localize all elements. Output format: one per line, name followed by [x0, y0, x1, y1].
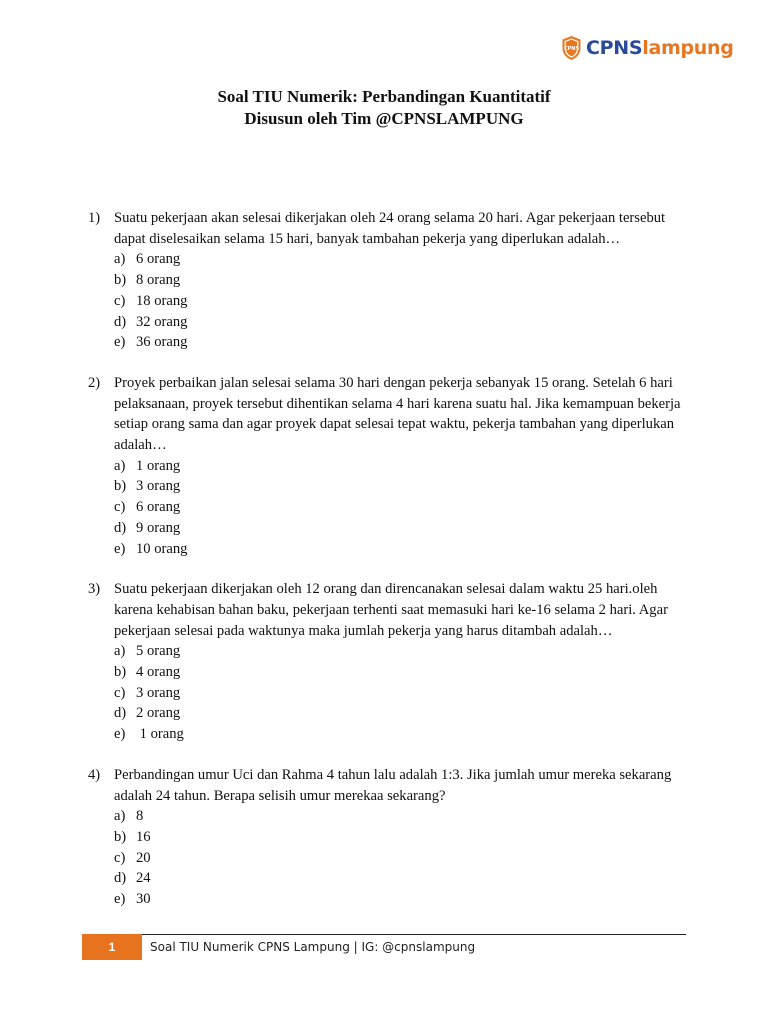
- option-e: [114, 724, 688, 745]
- option-text: 10 orang: [136, 540, 188, 557]
- option-list: [114, 249, 688, 353]
- option-d: [114, 518, 688, 539]
- option-letter: b): [114, 478, 127, 495]
- question-3: [88, 579, 688, 745]
- question-number: 2): [88, 374, 101, 391]
- page-number-badge: 1: [82, 934, 142, 960]
- option-text: 9 orang: [136, 519, 181, 536]
- option-list: [114, 641, 688, 745]
- question-number: 1): [88, 210, 101, 226]
- option-letter: c): [114, 292, 126, 309]
- option-letter: a): [114, 808, 126, 825]
- option-text: 3 orang: [136, 684, 181, 701]
- option-b: [114, 827, 688, 848]
- question-1: [88, 208, 688, 353]
- option-c: [114, 848, 688, 869]
- option-letter: b): [114, 828, 127, 845]
- option-list: [114, 806, 688, 910]
- option-letter: d): [114, 870, 127, 887]
- option-letter: a): [114, 643, 126, 660]
- option-text: 16: [136, 828, 151, 845]
- option-letter: d): [114, 705, 127, 722]
- option-text: 1 orang: [136, 726, 184, 743]
- question-body: [114, 765, 688, 910]
- option-letter: b): [114, 272, 127, 289]
- option-letter: e): [114, 540, 126, 557]
- brand-wordmark-cpns: CPNS: [586, 36, 643, 59]
- badge-label: CPNS: [563, 46, 580, 52]
- option-text: 3 orang: [136, 478, 181, 495]
- option-letter: c): [114, 684, 126, 701]
- footer-text: Soal TIU Numerik CPNS Lampung | IG: @cpnslampung: [150, 940, 476, 954]
- option-d: [114, 703, 688, 724]
- question-body: [114, 208, 688, 353]
- option-e: [114, 539, 688, 560]
- option-a: [114, 456, 688, 477]
- question-4: [88, 765, 688, 910]
- option-e: [114, 889, 688, 910]
- option-a: [114, 641, 688, 662]
- question-text: Suatu pekerjaan dikerjakan oleh 12 orang dan direncanakan selesai dalam waktu 25 hari.oleh karena kehabisan bahan baku, pekerjaan terhenti saat memasuki hari ke-16 selama 2 hari. Agar pekerjaan selesai pada waktunya maka jumlah pekerja yang harus ditambah adalah…: [114, 581, 668, 639]
- question-text: Perbandingan umur Uci dan Rahma 4 tahun lalu adalah 1:3. Jika jumlah umur mereka sekarang adalah 24 tahun. Berapa selisih umur merekaa sekarang?: [114, 766, 672, 804]
- page-footer: [82, 934, 686, 960]
- option-text: 8: [136, 808, 144, 825]
- option-letter: d): [114, 519, 127, 536]
- option-letter: e): [114, 891, 126, 908]
- option-letter: e): [114, 726, 126, 743]
- option-text: 36 orang: [136, 334, 188, 351]
- option-text: 5 orang: [136, 643, 181, 660]
- question-body: [114, 579, 688, 745]
- question-number: 3): [88, 581, 101, 598]
- option-list: [114, 456, 688, 560]
- option-text: 2 orang: [136, 705, 181, 722]
- option-b: [114, 476, 688, 497]
- option-e: [114, 332, 688, 353]
- option-text: 32 orang: [136, 313, 188, 330]
- option-text: 6 orang: [136, 251, 181, 268]
- question-body: [114, 373, 688, 559]
- option-text: 8 orang: [136, 272, 181, 289]
- option-letter: b): [114, 664, 127, 681]
- brand-wordmark-lampung: lampung: [642, 36, 734, 59]
- option-c: [114, 683, 688, 704]
- option-text: 30: [136, 891, 151, 908]
- option-c: [114, 497, 688, 518]
- option-letter: c): [114, 849, 126, 866]
- question-number: 4): [88, 766, 101, 783]
- question-text: Proyek perbaikan jalan selesai selama 30 hari dengan pekerja sebanyak 15 orang. Setelah 6 hari pelaksanaan, proyek tersebut dihentikan selama 4 hari karena suatu hal. Jika kemampuan bekerja setiap orang sama dan agar proyek dapat selesai tepat waktu, pekerja tambahan yang diperlukan adalah…: [114, 374, 681, 454]
- option-a: [114, 806, 688, 827]
- option-letter: a): [114, 251, 126, 268]
- document-subtitle: Disusun oleh Tim @CPNSLAMPUNG: [244, 109, 524, 128]
- shield-badge-icon: [561, 35, 582, 61]
- option-c: [114, 291, 688, 312]
- option-text: 20: [136, 849, 151, 866]
- option-text: 4 orang: [136, 664, 181, 681]
- option-text: 1 orang: [136, 457, 181, 474]
- option-a: [114, 249, 688, 270]
- brand-wordmark: [586, 36, 734, 59]
- option-b: [114, 662, 688, 683]
- option-text: 24: [136, 870, 151, 887]
- option-letter: c): [114, 499, 126, 516]
- option-d: [114, 312, 688, 333]
- option-letter: a): [114, 457, 126, 474]
- option-letter: e): [114, 334, 126, 351]
- question-list: [88, 208, 688, 930]
- question-2: [88, 373, 688, 559]
- question-text: Suatu pekerjaan akan selesai dikerjakan oleh 24 orang selama 20 hari. Agar pekerjaan tersebut dapat diselesaikan selama 15 hari, banyak tambahan pekerja yang diperlukan adalah…: [114, 210, 666, 247]
- option-text: 18 orang: [136, 292, 188, 309]
- option-letter: d): [114, 313, 127, 330]
- option-d: [114, 868, 688, 889]
- option-b: [114, 270, 688, 291]
- document-title: Soal TIU Numerik: Perbandingan Kuantitatif: [217, 87, 551, 106]
- document-header: [0, 86, 768, 130]
- brand-logo: [561, 33, 734, 63]
- option-text: 6 orang: [136, 499, 181, 516]
